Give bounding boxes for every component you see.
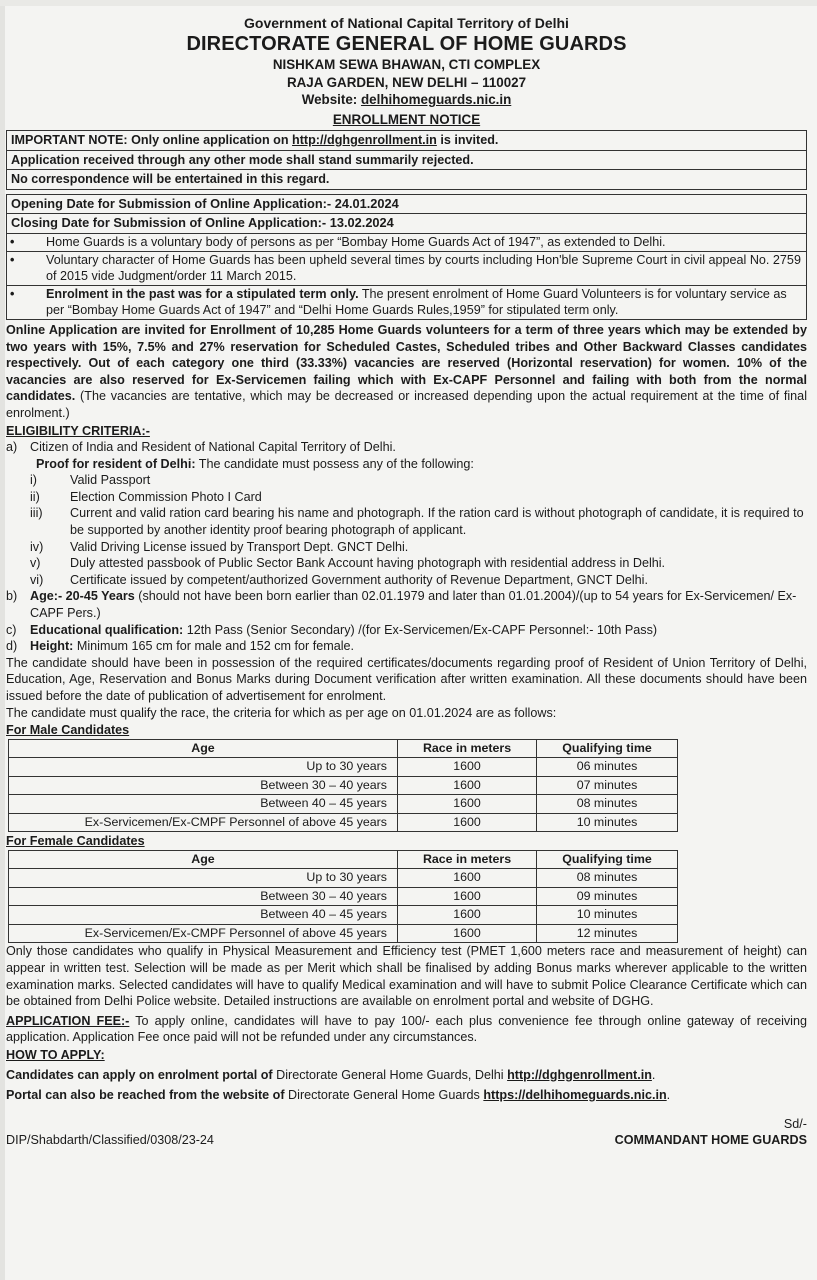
bullet-item-1 (7, 233, 806, 251)
proof-bold: Proof for resident of Delhi: (36, 456, 196, 471)
age-rest: (should not have been born earlier than 02.01.1979 and later than 01.01.2004)/(up to 54 years for Ex-Servicemen/ Ex-CAPF Pers.) (30, 589, 797, 621)
proof-text: Certificate issued by competent/authorized Government authority of Revenue Department, GNCT Delhi. (70, 572, 648, 587)
cell-age: Ex-Servicemen/Ex-CMPF Personnel of above 45 years (9, 924, 398, 943)
criterion-c-text (30, 622, 657, 639)
female-table-title: For Female Candidates (6, 834, 145, 849)
pmet-paragraph: Only those candidates who qualify in Physical Measurement and Efficiency test (PMET 1,600 meters race and measurement of height) can appear in written test. Selection will be made as per Merit which shall be finalised by adding Bonus marks wherever applicable to the written examination marks. Selected candidates will have to qualify Medical examination and will have to submit Police Clearance Certificate which can be obtained from Delhi Police website. Detailed instructions are available on enrolment portal and website of DGHG. (6, 944, 807, 1009)
cell-time: 08 minutes (537, 869, 678, 888)
cell-race: 1600 (398, 924, 537, 943)
criterion-d (6, 638, 807, 655)
sd-mark: Sd/- (783, 1116, 807, 1131)
how-2-end: . (666, 1088, 671, 1103)
bullet-text-2: Voluntary character of Home Guards has been upheld several times by courts including Hon'ble Supreme Court in civil appeal No. 2759 of 2015 vide Judgment/order 11 March 2015. (46, 252, 801, 284)
proof-text: Valid Passport (70, 473, 151, 488)
website-label: Website: (301, 92, 361, 107)
dates-box (6, 194, 807, 320)
col-race: Race in meters (398, 739, 537, 758)
reference-number: DIP/Shabdarth/Classified/0308/23-24 (6, 1133, 214, 1148)
important-prefix: IMPORTANT NOTE: Only online application on (11, 133, 293, 147)
cell-race: 1600 (398, 795, 537, 814)
col-age: Age (9, 850, 398, 869)
directorate-title: DIRECTORATE GENERAL OF HOME GUARDS (186, 33, 627, 55)
table-row (9, 887, 678, 906)
criterion-a-text: Citizen of India and Resident of National Capital Territory of Delhi. (30, 440, 396, 455)
signature-block (615, 1116, 807, 1149)
education-bold: Educational qualification: (30, 622, 184, 637)
proof-item (6, 555, 807, 572)
cell-age: Between 40 – 45 years (9, 795, 398, 814)
cell-time: 06 minutes (537, 758, 678, 777)
race-intro: The candidate must qualify the race, the criteria for which as per age on 01.01.2024 are as follows: (6, 705, 557, 720)
cell-age: Up to 30 years (9, 869, 398, 888)
address-line-2: RAJA GARDEN, NEW DELHI – 110027 (286, 74, 527, 90)
proof-intro (6, 456, 807, 473)
proof-item (6, 505, 807, 538)
age-bold: Age:- 20-45 Years (30, 589, 135, 604)
bullet-dot-icon: • (10, 252, 15, 267)
table-row (9, 813, 678, 832)
enrollment-portal-link-2[interactable]: http://dghgenrollment.in (507, 1067, 652, 1082)
criterion-c (6, 622, 807, 639)
notice-title: ENROLLMENT NOTICE (332, 111, 481, 127)
how-1-bold: Candidates can apply on enrolment portal of (6, 1067, 273, 1082)
proof-num: iv) (30, 539, 44, 554)
closing-date: Closing Date for Submission of Online Application:- 13.02.2024 (7, 213, 806, 233)
how-line-2 (6, 1087, 807, 1104)
table-row (9, 795, 678, 814)
bullet-item-2 (7, 251, 806, 285)
criterion-d-label: d) (6, 639, 18, 654)
cell-age: Up to 30 years (9, 758, 398, 777)
cell-age: Between 30 – 40 years (9, 887, 398, 906)
table-row (9, 776, 678, 795)
cell-race: 1600 (398, 813, 537, 832)
education-rest: 12th Pass (Senior Secondary) /(for Ex-Servicemen/Ex-CAPF Personnel:- 10th Pass) (183, 622, 658, 637)
how-2-mid: Directorate General Home Guards (284, 1088, 484, 1103)
cell-race: 1600 (398, 776, 537, 795)
height-rest: Minimum 165 cm for male and 152 cm for female. (73, 639, 355, 654)
proof-text: Election Commission Photo I Card (70, 489, 262, 504)
online-application-paragraph (6, 322, 807, 422)
criterion-b (6, 588, 807, 621)
cell-race: 1600 (398, 887, 537, 906)
criterion-d-text (30, 638, 354, 655)
website-link[interactable]: delhihomeguards.nic.in (360, 92, 512, 107)
proof-num: vi) (30, 572, 44, 587)
eligibility-title: ELIGIBILITY CRITERIA:- (6, 423, 150, 438)
criterion-a-label: a) (6, 440, 18, 455)
proof-item (6, 489, 807, 506)
table-row (9, 924, 678, 943)
application-fee-paragraph (6, 1013, 807, 1046)
cell-age: Ex-Servicemen/Ex-CMPF Personnel of above 45 years (9, 813, 398, 832)
header (6, 14, 807, 128)
height-bold: Height: (30, 639, 74, 654)
col-time: Qualifying time (537, 850, 678, 869)
cell-time: 07 minutes (537, 776, 678, 795)
bullet-text-1: Home Guards is a voluntary body of persons as per “Bombay Home Guards Act of 1947”, as extended to Delhi. (46, 234, 666, 249)
address-line-1: NISHKAM SEWA BHAWAN, CTI COMPLEX (272, 57, 541, 72)
cell-race: 1600 (398, 906, 537, 925)
important-line-1 (7, 131, 806, 150)
how-1-end: . (651, 1067, 656, 1082)
cell-age: Between 30 – 40 years (9, 776, 398, 795)
important-note-box (6, 130, 807, 190)
bullet-3-rest: The present enrolment of Home Guard Volunteers is for voluntary service as per “Bombay Home Guards Act of 1947” and “Delhi Home Guards Rules,1959” for stipulated term only. (46, 286, 787, 318)
criterion-a (6, 439, 807, 456)
signatory: COMMANDANT HOME GUARDS (614, 1133, 807, 1148)
col-age: Age (9, 739, 398, 758)
proof-item (6, 539, 807, 556)
proof-text: Duly attested passbook of Public Sector Bank Account having photograph with residential address in Delhi. (70, 556, 666, 571)
proof-rest: The candidate must possess any of the following: (195, 456, 474, 471)
cell-time: 08 minutes (537, 795, 678, 814)
fee-text: To apply online, candidates will have to pay 100/- each plus convenience fee through online gateway of receiving application. Application Fee once paid will not be refunded under any circumstances. (6, 1013, 807, 1045)
how-to-apply-title: HOW TO APPLY: (6, 1047, 105, 1062)
table-header-row (9, 850, 678, 869)
criterion-c-label: c) (6, 622, 17, 637)
cell-time: 12 minutes (537, 924, 678, 943)
how-1-mid: Directorate General Home Guards, Delhi (272, 1067, 508, 1082)
cell-time: 09 minutes (537, 887, 678, 906)
cell-age: Between 40 – 45 years (9, 906, 398, 925)
important-suffix: is invited. (436, 133, 499, 147)
table-row (9, 758, 678, 777)
cell-race: 1600 (398, 758, 537, 777)
how-2-bold: Portal can also be reached from the website of (6, 1088, 285, 1103)
bullet-dot-icon: • (10, 286, 15, 301)
bullet-item-3 (7, 285, 806, 319)
criterion-b-label: b) (6, 589, 18, 604)
female-race-table (8, 850, 678, 944)
cell-race: 1600 (398, 869, 537, 888)
proof-num: i) (30, 473, 37, 488)
proof-text: Valid Driving License issued by Transport Dept. GNCT Delhi. (70, 539, 409, 554)
how-line-1 (6, 1067, 807, 1084)
online-para-rest: (The vacancies are tentative, which may be decreased or increased depending upon the actual requirement at the time of final enrolment.) (6, 389, 807, 420)
proof-num: ii) (30, 489, 40, 504)
important-line-3: No correspondence will be entertained in this regard. (7, 169, 806, 189)
bullet-text-3 (38, 286, 806, 319)
online-para-bold: Online Application are invited for Enrollment of 10,285 Home Guards volunteers for a term of three years which may be extended by two years with 15%, 7.5% and 27% reservation for Scheduled Castes, Scheduled tribes and Other Backward Classes candidates respectively. Out of each category one third (33.33%) vacancies are reserved (Horizontal reservation) for women. 10% of the vacancies are also reserved for Ex-Servicemen failing which with Ex-CAPF Personnel and failing with both from the normal candidates. (6, 322, 807, 404)
cell-time: 10 minutes (537, 906, 678, 925)
enrollment-portal-link[interactable]: http://dghgenrollment.in (292, 133, 437, 147)
website-link-2[interactable]: https://delhihomeguards.nic.in (483, 1088, 667, 1103)
footer (6, 1116, 807, 1149)
proof-item (6, 472, 807, 489)
table-row (9, 869, 678, 888)
proof-num: v) (30, 556, 41, 571)
bullet-dot-icon: • (10, 234, 15, 249)
male-race-table (8, 739, 678, 833)
govt-line: Government of National Capital Territory of Delhi (244, 15, 569, 31)
website-line (6, 91, 807, 109)
col-race: Race in meters (398, 850, 537, 869)
col-time: Qualifying time (537, 739, 678, 758)
proof-num: iii) (30, 506, 43, 521)
table-row (9, 906, 678, 925)
opening-date: Opening Date for Submission of Online Application:- 24.01.2024 (11, 195, 399, 211)
cell-time: 10 minutes (537, 813, 678, 832)
table-header-row (9, 739, 678, 758)
male-table-title: For Male Candidates (6, 723, 130, 738)
possession-paragraph: The candidate should have been in possession of the required certificates/documents regarding proof of Resident of Union Territory of Delhi, Education, Age, Reservation and Bonus Marks during Document verification after written examination. All these documents should have been issued before the date of publication of advertisement for enrolment. (6, 655, 807, 703)
proof-text: Current and valid ration card bearing his name and photograph. If the ration card is without photograph of candidate, it is required to be supported by another identity proof bearing photograph of applicant. (70, 506, 804, 538)
criterion-b-text (30, 588, 807, 621)
fee-title: APPLICATION FEE:- (6, 1013, 130, 1028)
important-line-2: Application received through any other mode shall stand summarily rejected. (7, 150, 806, 170)
proof-item (6, 572, 807, 589)
bullet-3-bold: Enrolment in the past was for a stipulated term only. (46, 286, 359, 301)
